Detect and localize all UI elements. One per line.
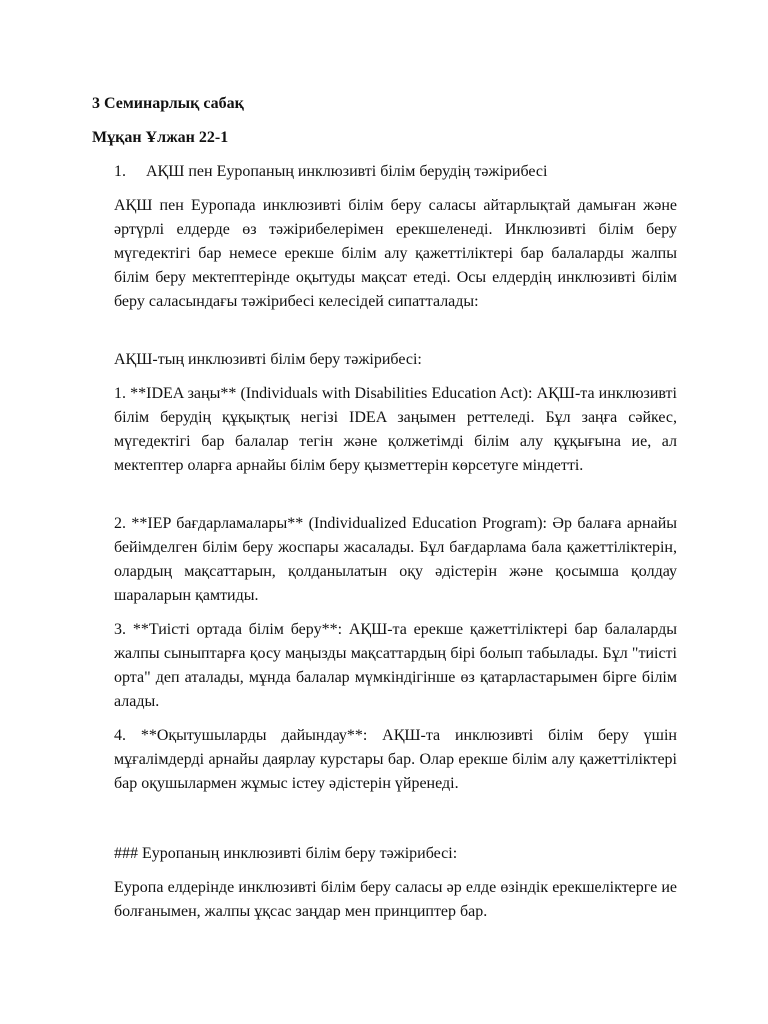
usa-item-4: 4. **Оқытушыларды дайындау**: АҚШ-та инклюзивті білім беру үшін мұғалімдерді арнайы даярлау курстары бар. Олар ерекше білім алу қажеттіліктері бар оқушылармен жұмыс істеу әдістерін үйренеді. <box>114 727 677 792</box>
section-number: 1. <box>114 163 126 180</box>
usa-item-3: 3. **Тиісті ортада білім беру**: АҚШ-та ерекше қажеттіліктері бар балаларды жалпы сыныптарға қосу маңызды мақсаттардың бірі болып табылады. Бұл "тиісті орта" деп аталады, мұнда балалар мүмкіндігінше өз қатарластарымен бірге білім алады. <box>114 621 677 710</box>
document-title: 3 Семинарлық сабақ <box>92 95 244 112</box>
author-line: Мұқан Ұлжан 22-1 <box>92 129 229 146</box>
usa-item-2: 2. **IEP бағдарламалары** (Individualized Education Program): Әр балаға арнайы бейімделген білім беру жоспары жасалады. Бұл бағдарлама бала қажеттіліктерін, олардың мақсаттарын, қолданылатын оқу әдістерін және қосымша қолдау шараларын қамтиды. <box>114 515 677 604</box>
intro-paragraph: АҚШ пен Еуропада инклюзивті білім беру саласы айтарлықтай дамыған және әртүрлі елдерде өз тәжірибелерімен ерекшеленеді. Инклюзивті білім беру мүгедектігі бар немесе ерекше білім алу қажеттіліктері бар балаларды жалпы білім беру мектептерінде оқытуды мақсат етеді. Осы елдердің инклюзивті білім беру саласындағы тәжірибесі келесідей сипатталады: <box>114 197 677 310</box>
europe-intro-paragraph: Еуропа елдерінде инклюзивті білім беру саласы әр елде өзіндік ерекшеліктерге ие болғанымен, жалпы ұқсас заңдар мен принциптер бар. <box>114 879 677 920</box>
europe-heading: ### Еуропаның инклюзивті білім беру тәжірибесі: <box>114 845 458 862</box>
section-heading-text: АҚШ пен Еуропаның инклюзивті білім берудің тәжірибесі <box>146 163 548 180</box>
usa-heading: АҚШ-тың инклюзивті білім беру тәжірибесі: <box>114 351 422 368</box>
usa-item-1: 1. **IDEA заңы** (Individuals with Disabilities Education Act): АҚШ-та инклюзивті білім берудің құқықтық негізі IDEA заңымен реттеледі. Бұл заңға сәйкес, мүгедектігі бар балалар тегін және қолжетімді білім алу құқығына ие, ал мектептер оларға арнайы білім беру қызметтерін көрсетуге міндетті. <box>114 385 677 474</box>
section-heading <box>114 162 547 182</box>
